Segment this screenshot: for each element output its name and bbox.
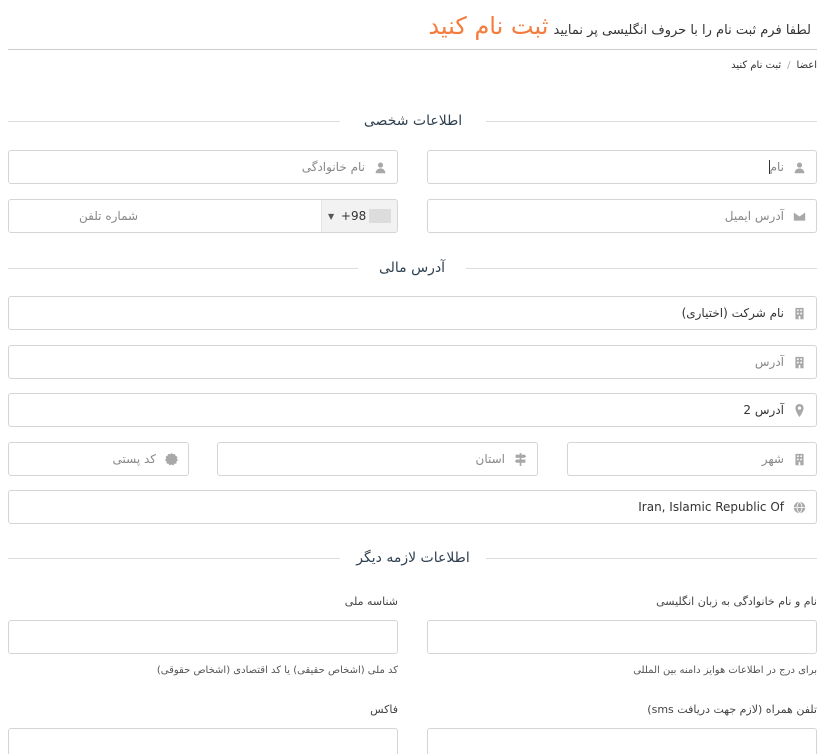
certificate-icon — [164, 452, 178, 466]
email-placeholder: آدرس ایمیل — [724, 209, 784, 223]
company-placeholder: نام شرکت (اختیاری) — [681, 306, 784, 320]
fax-label: فاکس — [370, 703, 398, 716]
address2-field[interactable] — [8, 393, 817, 427]
page-header — [8, 12, 817, 50]
national-id-help: کد ملی (اشخاص حقیقی) یا کد اقتصادی (اشخاص حقوقی) — [156, 665, 398, 676]
breadcrumb-separator: / — [787, 60, 791, 71]
signpost-icon — [513, 452, 527, 466]
page-title: ثبت نام کنید — [428, 12, 549, 40]
national-id-input[interactable] — [8, 620, 398, 654]
section-title-personal: اطلاعات شخصی — [340, 113, 486, 129]
company-field[interactable] — [8, 296, 817, 330]
breadcrumb-item-current: ثبت نام کنید — [731, 60, 782, 71]
country-code-selector[interactable] — [321, 200, 397, 232]
phone-placeholder: شماره تلفن — [79, 209, 139, 223]
user-icon — [792, 160, 806, 174]
country-select[interactable] — [8, 490, 817, 524]
first-name-field[interactable] — [427, 150, 817, 184]
country-code: +98 — [340, 209, 367, 223]
last-name-placeholder: نام خانوادگی — [301, 160, 365, 174]
section-title-billing: آدرس مالی — [358, 260, 466, 276]
section-title-other: اطلاعات لازمه دیگر — [340, 550, 486, 566]
building-icon — [792, 452, 806, 466]
english-name-input[interactable] — [427, 620, 817, 654]
address2-placeholder: آدرس 2 — [743, 403, 784, 417]
caret-down-icon: ▼ — [328, 211, 335, 221]
state-placeholder: استان — [475, 452, 505, 466]
envelope-icon — [792, 209, 806, 223]
mobile-label: تلفن همراه (لازم جهت دریافت sms) — [647, 703, 817, 716]
phone-field[interactable] — [8, 199, 398, 233]
national-id-label: شناسه ملی — [344, 595, 398, 608]
postcode-placeholder: کد پستی — [112, 452, 156, 466]
globe-icon — [792, 500, 806, 514]
flag-icon — [369, 209, 391, 223]
address1-field[interactable] — [8, 345, 817, 379]
state-field[interactable] — [217, 442, 538, 476]
page-subtitle: لطفا فرم ثبت نام را با حروف انگلیسی پر نمایید — [553, 23, 811, 38]
english-name-help: برای درج در اطلاعات هوایز دامنه بین المللی — [633, 665, 817, 676]
fax-input[interactable] — [8, 728, 398, 754]
user-icon — [373, 160, 387, 174]
city-placeholder: شهر — [761, 452, 784, 466]
breadcrumb-item-members[interactable]: اعضا — [796, 60, 817, 71]
mobile-input[interactable] — [427, 728, 817, 754]
first-name-placeholder: نام — [769, 160, 784, 174]
building-icon — [792, 355, 806, 369]
breadcrumb — [731, 60, 817, 71]
city-field[interactable] — [567, 442, 817, 476]
country-value: Iran, Islamic Republic Of — [638, 500, 784, 514]
building-icon — [792, 306, 806, 320]
postcode-field[interactable] — [8, 442, 189, 476]
address1-placeholder: آدرس — [754, 355, 784, 369]
english-name-label: نام و نام خانوادگی به زبان انگلیسی — [656, 595, 817, 608]
email-field[interactable] — [427, 199, 817, 233]
map-marker-icon — [792, 403, 806, 417]
last-name-field[interactable] — [8, 150, 398, 184]
